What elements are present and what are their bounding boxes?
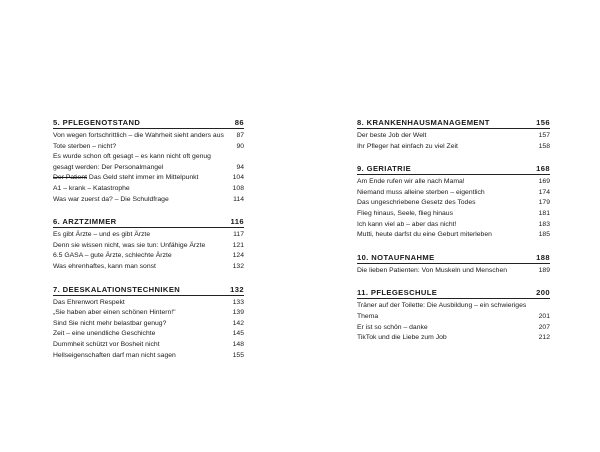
toc-entry [53,351,244,362]
toc-entry-text: Tote sterben – nicht? [53,142,117,150]
toc-entry-title [357,230,539,241]
toc-section [53,118,244,205]
toc-entry-page: 183 [538,220,550,228]
toc-entry [53,308,244,319]
toc-entry-text: Dummheit schützt vor Bosheit nicht [53,340,160,348]
section-title-text: PFLEGENOTSTAND [62,118,141,127]
toc-entry [53,230,244,241]
toc-entry-page: 94 [236,163,244,171]
toc-entry-page: 104 [232,174,244,182]
toc-entry-text: Das Geld steht immer im Mittelpunkt [87,174,199,182]
toc-entry-page: 145 [232,330,244,338]
toc-entry-text: Der beste Job der Welt [357,132,427,139]
toc-entry [53,142,244,153]
toc-entry-page: 148 [232,340,244,348]
toc-entry-title [357,209,539,220]
toc-entry [53,251,244,262]
toc-section [357,164,550,241]
section-title-text: KRANKENHAUSMANAGEMENT [366,118,490,127]
toc-entry-title [53,251,233,262]
toc-entry [357,131,550,142]
toc-entry [357,209,550,220]
section-page-number: 132 [230,284,244,294]
toc-entry [53,131,244,142]
toc-entry-page: 117 [233,231,244,239]
toc-entry-text: Zeit – eine unendliche Geschichte [53,330,156,338]
toc-entry-page: 179 [538,199,550,207]
toc-entry-title [53,131,236,142]
section-page-number: 156 [536,118,550,127]
section-title-text: ARZTZIMMER [62,217,117,227]
toc-entry-title [357,220,539,231]
toc-entry-text: Das ungeschriebene Gesetz des Todes [357,199,476,207]
toc-entry [357,301,550,322]
section-number: 11. [357,288,369,298]
section-heading [53,217,244,228]
toc-entry-page: 174 [538,188,550,196]
toc-entry-page: 139 [232,309,244,317]
toc-entry-title [53,351,233,362]
toc-entry [357,323,550,334]
section-title [357,288,437,297]
toc-entry [357,177,550,188]
toc-section [357,288,550,343]
toc-entry-page: 185 [538,231,550,239]
section-title [53,217,117,226]
section-title [357,253,435,262]
toc-entry-page: 114 [233,195,244,203]
section-heading [53,118,244,129]
toc-entry-title [357,188,539,199]
toc-right-column [357,118,550,356]
section-title [357,118,490,127]
toc-entry-title [53,298,233,309]
toc-entry-title [357,323,539,334]
toc-entry-page: 155 [232,351,244,359]
toc-entry-page: 142 [232,319,244,327]
toc-entry [53,152,244,173]
toc-entry-title [53,241,233,252]
toc-entry-title [357,333,539,344]
section-page-number: 200 [536,288,550,298]
toc-entry-page: 157 [538,132,550,139]
toc-entry-title [53,152,236,173]
section-title [53,285,180,294]
toc-entry-text: Flieg hinaus, Seele, flieg hinaus [357,209,453,217]
toc-entry-page: 133 [232,298,244,306]
toc-entry-page: 207 [538,323,550,331]
toc-entry-page: 201 [538,312,550,320]
toc-entry [357,266,550,277]
toc-entry-page: 169 [538,178,550,186]
toc-entry-page: 124 [232,252,244,260]
toc-entry-title [53,340,233,351]
toc-entry-title [53,173,233,184]
toc-entry [53,319,244,330]
section-heading [357,164,550,175]
toc-entry-page: 189 [538,266,550,274]
toc-entry-text: Ich kann viel ab – aber das nicht! [357,220,457,228]
toc-entry-page: 87 [236,132,244,139]
toc-entry-text: Am Ende rufen wir alle nach Mama! [357,178,465,186]
toc-entry-title [53,142,236,153]
toc-entry-page: 181 [538,209,550,217]
section-number: 6. [53,217,61,227]
struck-text: Der Patient [53,174,88,182]
section-title [357,164,411,173]
toc-entry-text: Es wurde schon oft gesagt – es kann nicht oft genug gesagt werden: Der Personalmangel [53,153,211,171]
toc-entry-text: Die lieben Patienten: Von Muskeln und Menschen [357,266,508,274]
section-title-text: NOTAUFNAHME [371,252,435,262]
toc-entry-title [357,177,539,188]
section-page-number: 168 [536,164,550,174]
toc-entry-page: 90 [236,142,244,150]
toc-section [357,118,550,152]
toc-entry [53,173,244,184]
toc-entry-title [53,329,233,340]
toc-entry [357,220,550,231]
section-page-number: 116 [230,217,244,227]
section-title-text: GERIATRIE [366,164,412,174]
toc-section [357,253,550,277]
toc-entry-text: Sind Sie nicht mehr belastbar genug? [53,319,167,327]
toc-entry-text: Träner auf der Toilette: Die Ausbildung – ein schwieriges Thema [357,302,527,320]
section-page-number: 188 [536,252,550,262]
toc-entry-page: 132 [232,262,244,270]
toc-entry-text: Das Ehrenwort Respekt [53,298,125,306]
toc-section [53,217,244,272]
toc-entry-text: Er ist so schön – danke [357,323,428,331]
toc-entry-text: Niemand muss alleine sterben – eigentlich [357,188,485,196]
section-number: 10. [357,252,369,262]
toc-entry [357,198,550,209]
toc-entry [53,262,244,273]
toc-entry [357,333,550,344]
section-page-number: 86 [234,118,244,127]
toc-entry-title [357,301,539,322]
toc-entry-text: Was ehrenhaftes, kann man sonst [53,262,156,270]
toc-entry-title [53,319,233,330]
toc-entry [53,241,244,252]
toc-entry [357,142,550,153]
section-number: 9. [357,164,365,174]
toc-entry-text: A1 – krank – Katastrophe [53,184,130,192]
toc-entry-text: Hellseigenschaften darf man nicht sagen [53,351,176,359]
section-title [53,118,140,127]
toc-entry-title [53,308,233,319]
toc-entry-title [53,230,233,241]
toc-entry-title [357,198,539,209]
toc-entry-title [357,266,539,277]
toc-entry-title [53,184,233,195]
toc-entry-text: Denn sie wissen nicht, was sie tun: Unfähige Ärzte [53,241,206,249]
toc-entry-text: 6.5 GASA – gute Ärzte, schlechte Ärzte [53,252,172,260]
toc-entry-title [53,262,233,273]
toc-entry-text: Von wegen fortschrittlich – die Wahrheit sieht anders aus [53,132,224,139]
toc-entry-page: 108 [232,184,244,192]
section-number: 5. [53,118,61,127]
toc-entry [357,230,550,241]
toc-entry [53,329,244,340]
toc-entry [53,298,244,309]
toc-entry [53,340,244,351]
toc-entry-title [357,142,539,153]
toc-section [53,285,244,362]
toc-entry [357,188,550,199]
section-number: 8. [357,118,365,127]
toc-entry-text: Es gibt Ärzte – und es gibt Ärzte [53,231,151,239]
toc-entry-text: Mutti, heute darfst du eine Geburt miterleben [357,231,492,239]
section-heading [357,253,550,264]
section-title-text: PFLEGESCHULE [370,288,438,298]
toc-entry-text: „Sie haben aber einen schönen Hintern!" [53,309,176,317]
toc-entry-text: TikTok und die Liebe zum Job [357,334,447,342]
section-heading [357,288,550,299]
toc-entry-title [53,195,233,206]
toc-entry-page: 158 [538,142,550,150]
toc-entry [53,195,244,206]
toc-entry-text: Was war zuerst da? – Die Schuldfrage [53,195,169,203]
toc-entry-page: 212 [538,334,550,342]
toc-entry-title [357,131,539,142]
toc-left-column [53,118,244,373]
section-title-text: DEESKALATIONSTECHNIKEN [62,284,181,294]
section-number: 7. [53,284,61,294]
toc-entry [53,184,244,195]
toc-entry-page: 121 [232,241,244,249]
toc-entry-text: Ihr Pfleger hat einfach zu viel Zeit [357,142,458,150]
section-heading [53,285,244,296]
section-heading [357,118,550,129]
